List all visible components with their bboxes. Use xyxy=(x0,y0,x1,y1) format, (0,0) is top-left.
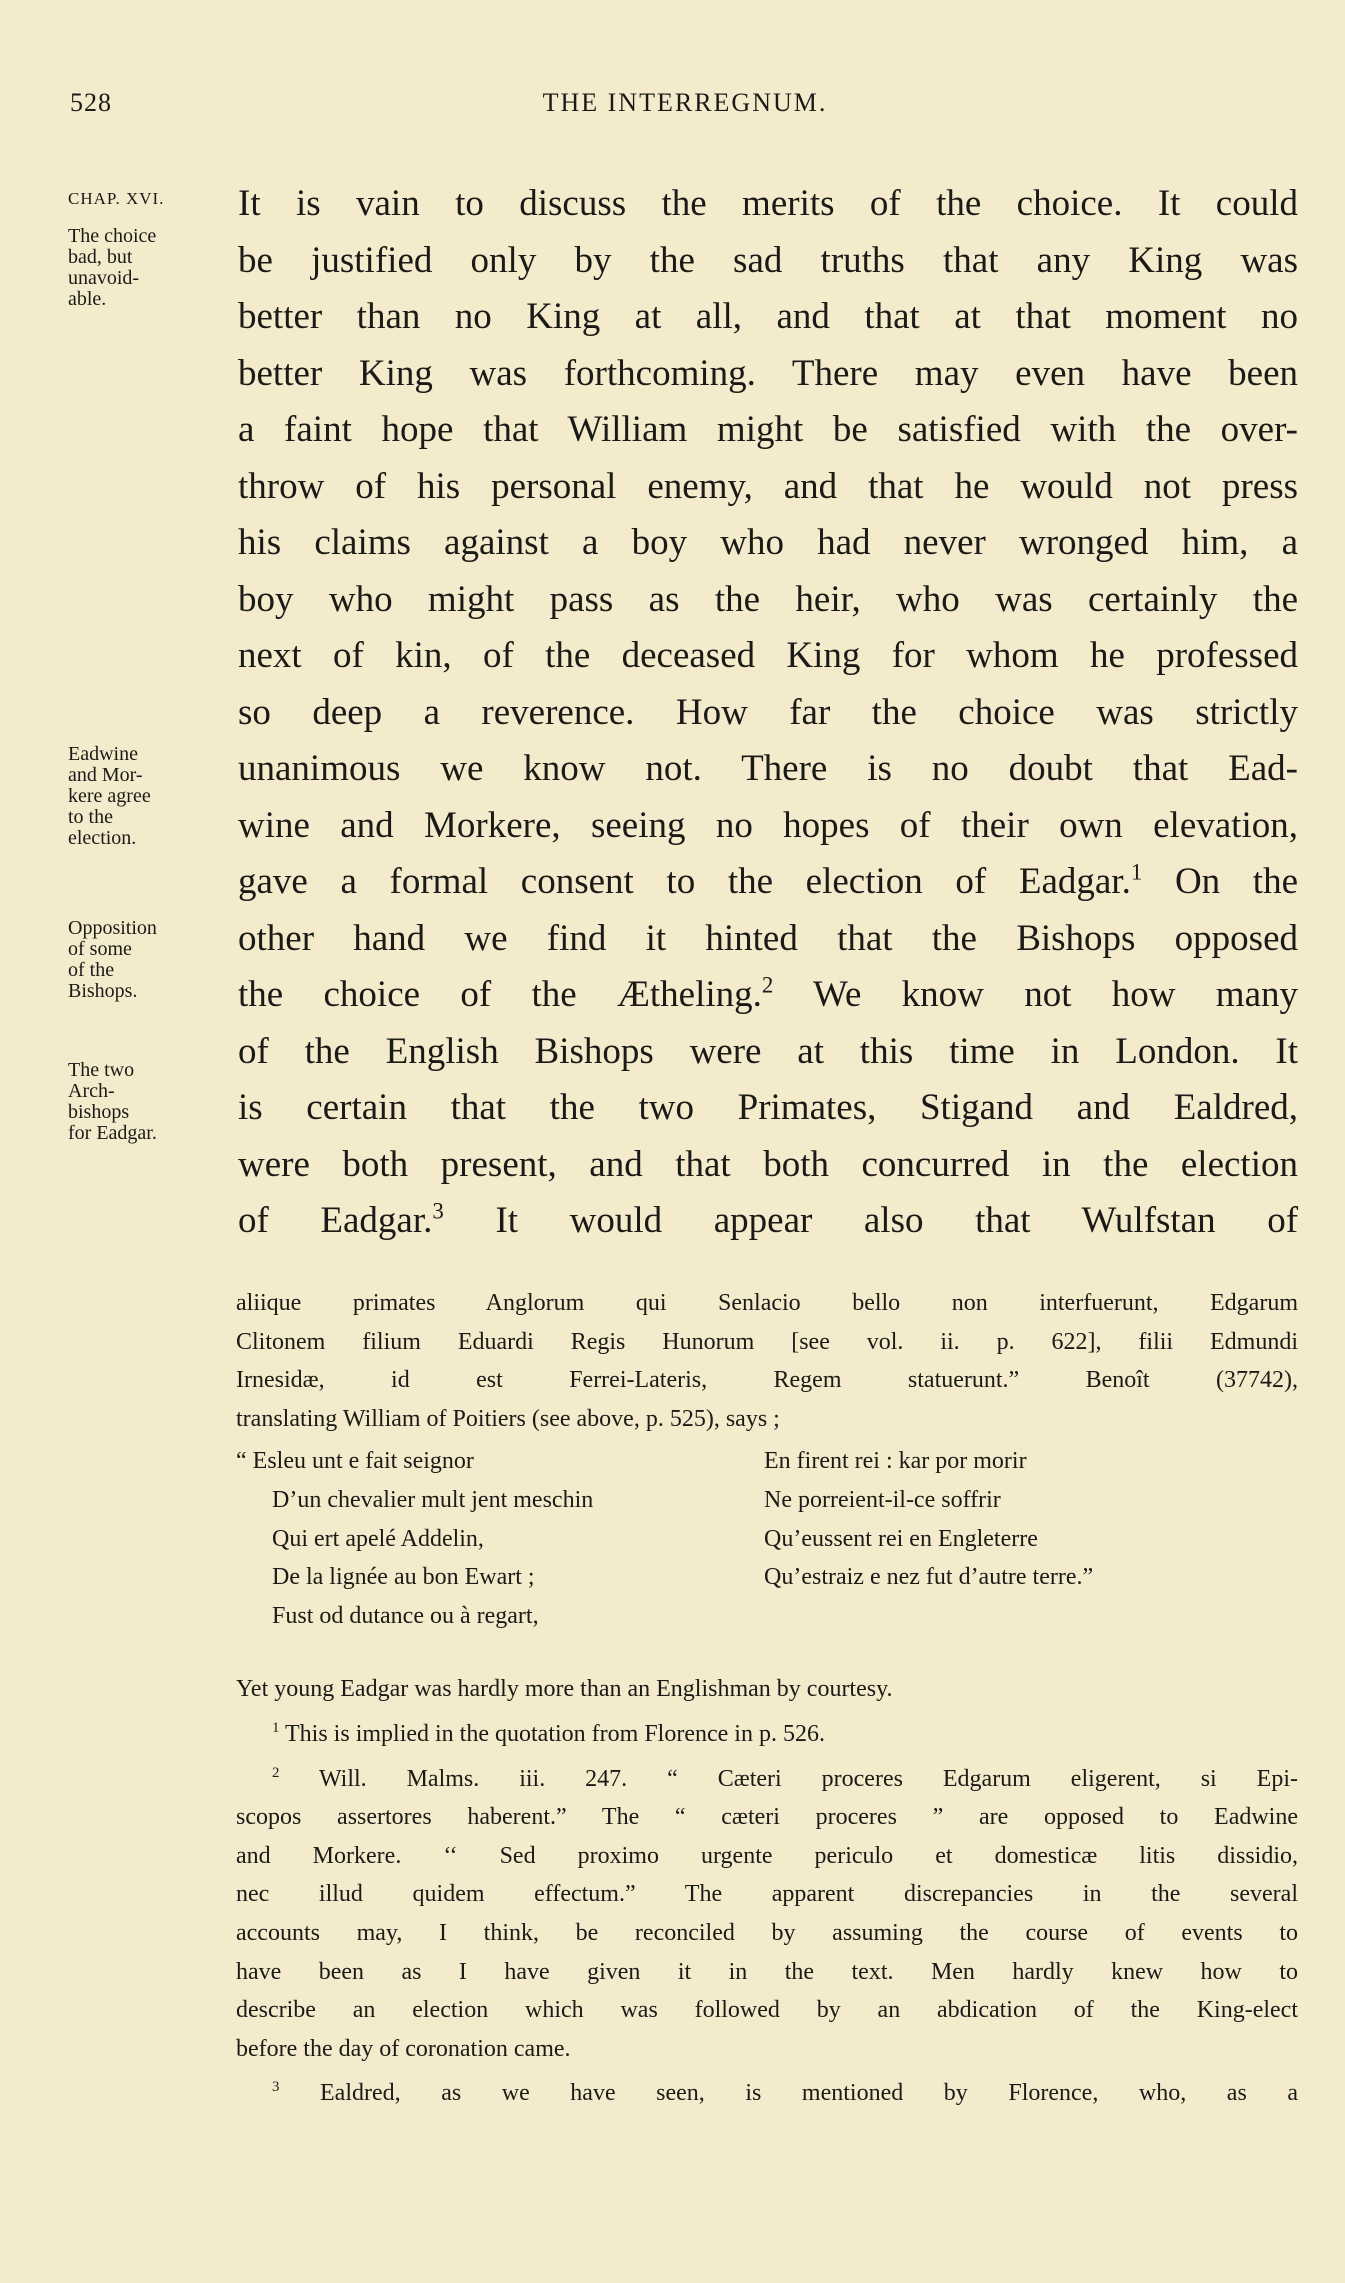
page-number: 528 xyxy=(70,88,112,117)
note-line: before the day of coronation came. xyxy=(236,2035,571,2062)
footnote-2: $^2$ Will. Malms. iii. 247. “ Cæteri proceres Edgarum eligerent, si Epi- xyxy=(272,1764,1298,1792)
text-line: were both present, and that both concurred in the election xyxy=(238,1143,1298,1185)
footnote-marker: 2 xyxy=(272,1764,280,1781)
verse-line: De la lignée au bon Ewart ; xyxy=(272,1564,535,1591)
footnote-marker: 3 xyxy=(272,2079,280,2096)
note-line: scopos assertores haberent.” The “ cæteri proceres ” are opposed to Eadwine xyxy=(236,1804,1298,1831)
verse-line: Ne porreient-il-ce soffrir xyxy=(764,1486,1001,1513)
note-line: aliique primates Anglorum qui Senlacio bello non interfuerunt, Edgarum xyxy=(236,1290,1298,1316)
text-line: a faint hope that William might be satisfied with the over- xyxy=(238,409,1298,450)
margin-note-chapter: CHAP. XVI. xyxy=(68,189,165,208)
verse-line: D’un chevalier mult jent meschin xyxy=(272,1486,594,1513)
footnote-1: $^1$ This is implied in the quotation from Florence in p. 526. xyxy=(272,1719,825,1747)
footnote-ref[interactable]: 3 xyxy=(432,1198,444,1224)
note-line: and Morkere. ‘‘ Sed proximo urgente periculo et domesticæ litis dissidio, xyxy=(236,1842,1298,1869)
note-line: accounts may, I think, be reconciled by assuming the course of events to xyxy=(236,1919,1298,1946)
verse-line: Qui ert apelé Addelin, xyxy=(272,1525,484,1552)
verse-left-column xyxy=(236,1442,593,1635)
running-title: THE INTERREGNUM. xyxy=(542,88,828,117)
text-line: wine and Morkere, seeing no hopes of their own elevation, xyxy=(238,804,1298,846)
verse-line: “ Esleu unt e fait seignor xyxy=(236,1448,474,1475)
verse-line: Fust od dutance ou à regart, xyxy=(272,1602,539,1629)
text-line: gave a formal consent to the election of Eadgar.$^1$ On the xyxy=(238,859,1298,902)
text-line: so deep a reverence. How far the choice was strictly xyxy=(238,691,1298,733)
verse-line: En firent rei : kar por morir xyxy=(764,1448,1027,1475)
margin-note-opposition: Opposition of some of the Bishops. xyxy=(68,917,157,1002)
note-line: Irnesidæ, id est Ferrei-Lateris, Regem statuerunt.” Benoît (37742), xyxy=(236,1367,1298,1394)
text-line: It is vain to discuss the merits of the choice. It could xyxy=(238,183,1298,224)
verse-line: Qu’estraiz e nez fut d’autre terre.” xyxy=(764,1564,1094,1591)
margin-note-archbishops: The two Arch- bishops for Eadgar. xyxy=(68,1059,157,1144)
margin-note-choice: The choice bad, but unavoid- able. xyxy=(68,225,157,310)
text-line: the choice of the Ætheling.$^2$ We know not how many xyxy=(238,972,1298,1015)
note-line: Yet young Eadgar was hardly more than an Englishman by courtesy. xyxy=(236,1676,893,1703)
footnote-marker: 1 xyxy=(272,1719,280,1736)
footnote-ref[interactable]: 1 xyxy=(1130,859,1143,885)
text-line: is certain that the two Primates, Stigand and Ealdred, xyxy=(238,1087,1298,1128)
text-line: of the English Bishops were at this time in London. It xyxy=(238,1030,1298,1072)
footnote-ref[interactable]: 2 xyxy=(761,972,774,998)
text-line: other hand we find it hinted that the Bishops opposed xyxy=(238,917,1298,959)
margin-note-eadwine: Eadwine and Mor- kere agree to the election. xyxy=(68,743,151,849)
note-line: have been as I have given it in the text. Men hardly knew how to xyxy=(236,1958,1298,1985)
text-line: better than no King at all, and that at that moment no xyxy=(238,296,1298,337)
note-line: translating William of Poitiers (see above, p. 525), says ; xyxy=(236,1405,780,1432)
text-line: better King was forthcoming. There may even have been xyxy=(238,352,1298,394)
main-text xyxy=(238,176,1298,1250)
text-line: next of kin, of the deceased King for whom he professed xyxy=(238,635,1298,676)
running-head xyxy=(70,88,1300,128)
text-line: throw of his personal enemy, and that he would not press xyxy=(238,465,1298,507)
note-line: describe an election which was followed by an abdication of the King-elect xyxy=(236,1997,1298,2024)
verse-line: Qu’eussent rei en Engleterre xyxy=(764,1525,1038,1552)
footnotes-block xyxy=(236,1284,1298,2113)
text-line: his claims against a boy who had never wronged him, a xyxy=(238,522,1298,563)
verse-quotation xyxy=(236,1442,1298,1670)
text-line: unanimous we know not. There is no doubt that Ead- xyxy=(238,748,1298,789)
verse-right-column xyxy=(764,1442,1093,1596)
text-line: of Eadgar.$^3$ It would appear also that Wulfstan of xyxy=(238,1198,1299,1241)
note-line: Clitonem filium Eduardi Regis Hunorum [see vol. ii. p. 622], filii Edmundi xyxy=(236,1328,1298,1355)
text-line: be justified only by the sad truths that any King was xyxy=(238,239,1298,281)
note-line: nec illud quidem effectum.” The apparent discrepancies in the several xyxy=(236,1881,1298,1908)
footnote-3: $^3$ Ealdred, as we have seen, is mentioned by Florence, who, as a xyxy=(272,2079,1298,2107)
text-line: boy who might pass as the heir, who was certainly the xyxy=(238,578,1298,620)
